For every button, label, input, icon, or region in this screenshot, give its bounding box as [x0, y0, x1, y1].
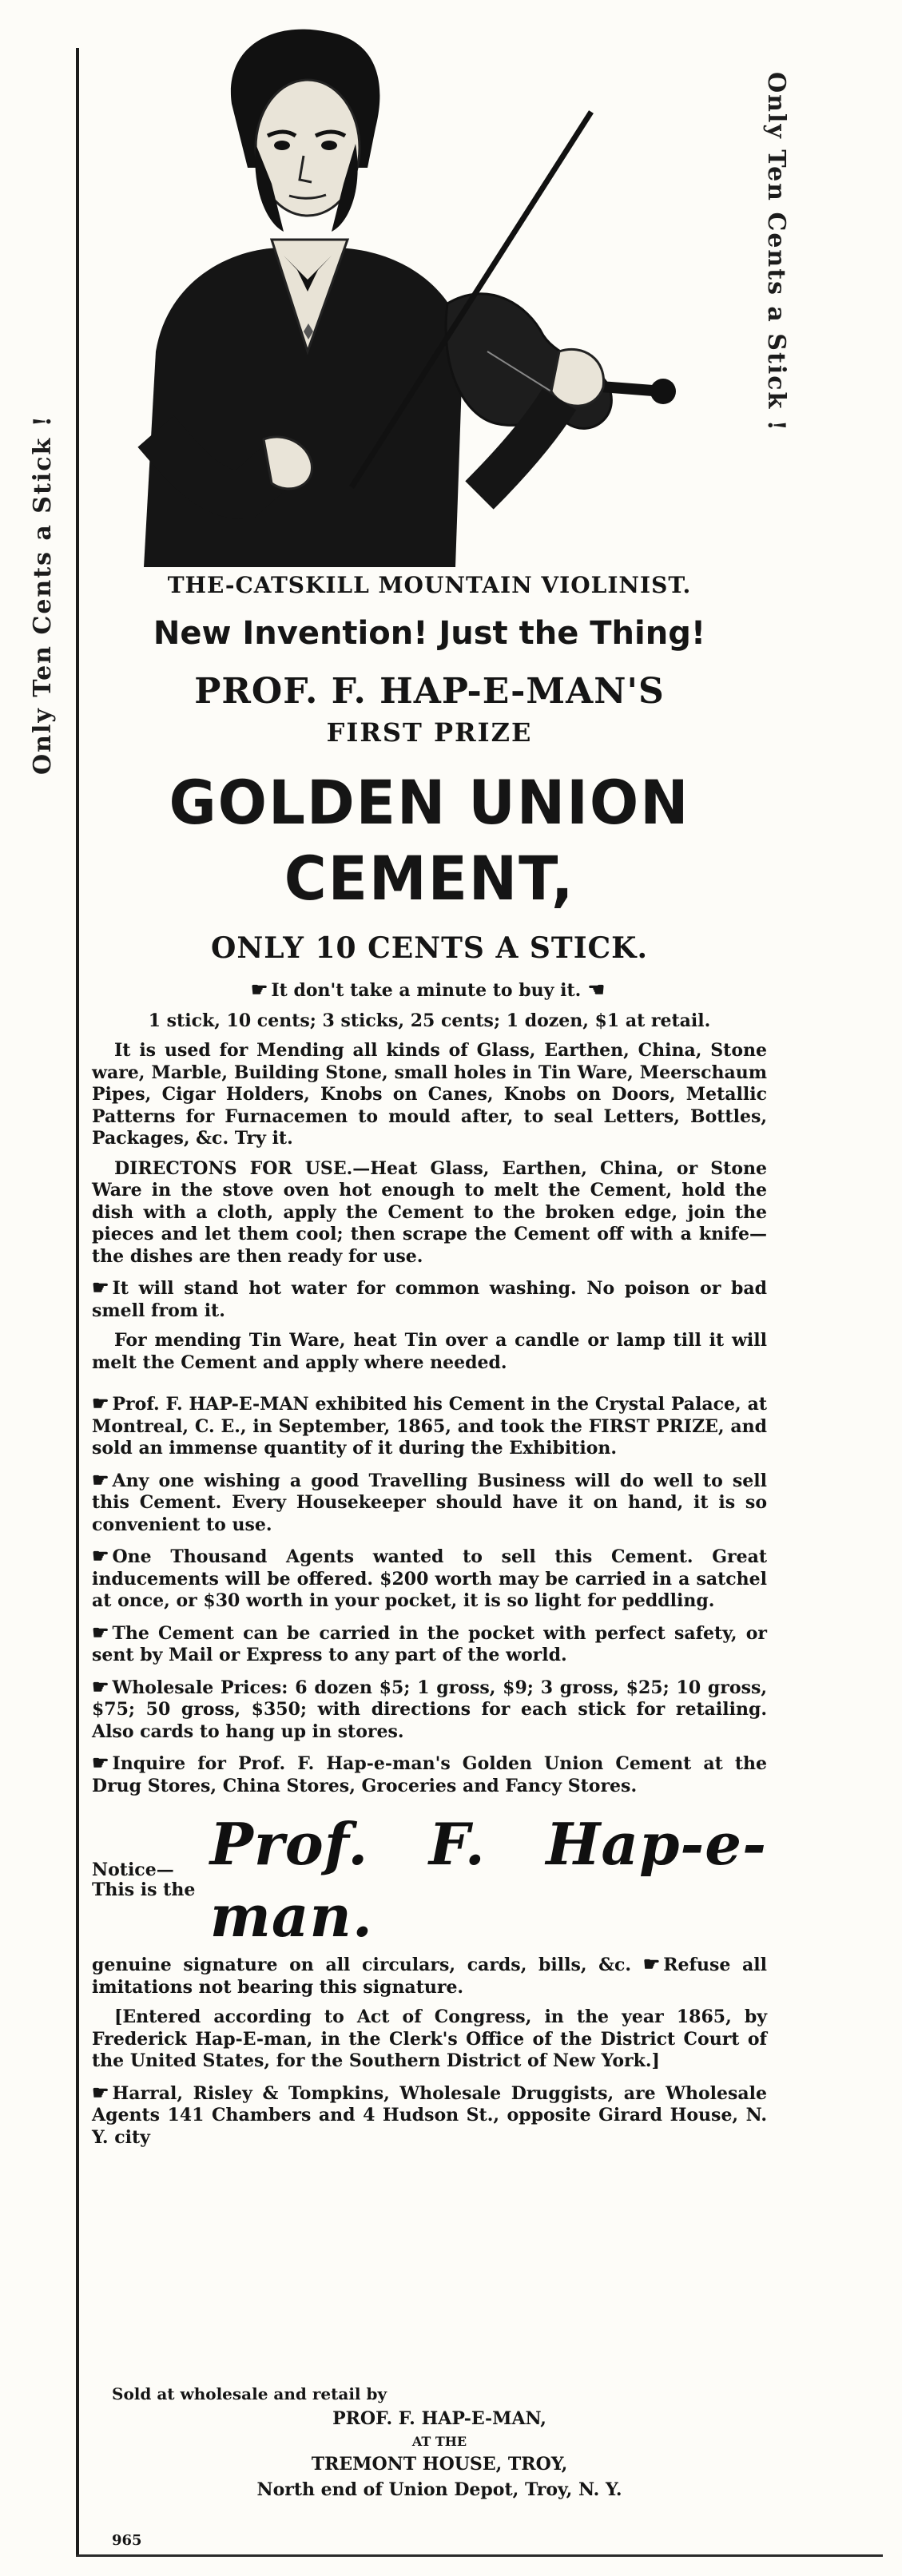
agents-wanted-paragraph: ☛ One Thousand Agents wanted to sell this Cement. Great inducements will be offered. $200 worth may be carried in a satchel at once, or $30 worth in your pocket, it is so light for peddling. — [92, 1544, 767, 1611]
hot-water-paragraph: ☛ It will stand hot water for common washing. No poison or bad smell from it. — [92, 1276, 767, 1321]
ad-number: 965 — [112, 2532, 142, 2549]
exhibition-paragraph: ☛ Prof. F. HAP-E-MAN exhibited his Cement in the Crystal Palace, at Montreal, C. E., in September, 1865, and took the FIRST PRIZE, and sold an immense quantity of it during the Exhibition. — [92, 1391, 767, 1459]
signature-row — [92, 1808, 767, 1952]
pointing-hand-icon: ☛ — [92, 1276, 109, 1299]
pointing-hand-icon: ☛ — [642, 1952, 661, 1975]
buy-line: ☛ It don't take a minute to buy it. ☚ — [250, 978, 606, 1001]
footer-house: TREMONT HOUSE, TROY, — [311, 2454, 568, 2475]
footer-block — [112, 2384, 767, 2500]
pointing-hand-icon: ☚ — [581, 978, 606, 1001]
violinist-illustration — [112, 16, 695, 567]
first-prize-heading: FIRST PRIZE — [326, 717, 533, 748]
directions-paragraph: DIRECTONS FOR USE.—Heat Glass, Earthen, China, or Stone Ware in the stove oven hot enough to melt the Cement, hold the dish with a cloth, apply the Cement to the broken edge, join the pieces and let them cool; then scrape the Cement off with a knife—the dishes are then ready for use. — [92, 1157, 767, 1267]
bottom-rule — [76, 2554, 883, 2557]
notice-label: Notice— This is the — [92, 1859, 196, 1900]
pointing-hand-icon: ☛ — [92, 1544, 109, 1567]
footer-prof: PROF. F. HAP-E-MAN, — [332, 2408, 546, 2429]
uses-paragraph: It is used for Mending all kinds of Glass, Earthen, China, Stone ware, Marble, Building Stone, small holes in Tin Ware, Meerschaum Pipes, Cigar Holders, Knobs on Canes, Knobs on Doors, Metallic Patterns for Furnacemen to mould after, to seal Letters, Bottles, Packages, &c. Try it. — [92, 1040, 767, 1149]
price-heading: ONLY 10 CENTS A STICK. — [210, 931, 649, 965]
inquire-paragraph: ☛ Inquire for Prof. F. Hap-e-man's Golden Union Cement at the Drug Stores, China Stores, Groceries and Fancy Stores. — [92, 1751, 767, 1796]
advertisement-column — [92, 571, 767, 2157]
footer-address: North end of Union Depot, Troy, N. Y. — [256, 2479, 622, 2500]
genuine-signature-paragraph: genuine signature on all circulars, cards, bills, &c. ☛ Refuse all imitations not bearing this signature. — [92, 1952, 767, 1998]
professor-heading: PROF. F. HAP-E-MAN'S — [194, 671, 665, 712]
pointing-hand-icon: ☛ — [250, 978, 268, 1001]
left-column-rule — [76, 48, 79, 2556]
pointing-hand-icon: ☛ — [92, 2080, 109, 2104]
pointing-hand-icon: ☛ — [92, 1751, 109, 1774]
product-title: GOLDEN UNION CEMENT, — [169, 767, 690, 914]
retail-prices: 1 stick, 10 cents; 3 sticks, 25 cents; 1 dozen, $1 at retail. — [148, 1010, 711, 1031]
pointing-hand-icon: ☛ — [92, 1391, 109, 1415]
carry-paragraph: ☛ The Cement can be carried in the pocket with perfect safety, or sent by Mail or Express to any part of the world. — [92, 1620, 767, 1665]
handwritten-signature: Prof. F. Hap-e-man. — [209, 1810, 767, 1950]
sold-by-line: Sold at wholesale and retail by — [112, 2384, 387, 2403]
travelling-business-paragraph: ☛ Any one wishing a good Travelling Business will do well to sell this Cement. Every Housekeeper should have it on hand, it is so convenient to use. — [92, 1467, 767, 1535]
agents-paragraph: ☛ Harral, Risley & Tompkins, Wholesale Druggists, are Wholesale Agents 141 Chambers and 4 Hudson St., opposite Girard House, N. Y. city — [92, 2080, 767, 2148]
pointing-hand-icon: ☛ — [92, 1467, 109, 1491]
wholesale-prices-paragraph: ☛ Wholesale Prices: 6 dozen $5; 1 gross, $9; 3 gross, $25; 10 gross, $75; 50 gross, $350; with directions for each stick for retailing. Also cards to hang up in stores. — [92, 1674, 767, 1742]
pointing-hand-icon: ☛ — [92, 1674, 109, 1698]
subheading: New Invention! Just the Thing! — [153, 615, 706, 652]
side-text-right: Only Ten Cents a Stick ! — [762, 72, 790, 432]
copyright-paragraph: [Entered according to Act of Congress, in the year 1865, by Frederick Hap-E-man, in the Clerk's Office of the District Court of the United States, for the Southern District of New York.] — [92, 2006, 767, 2071]
pointing-hand-icon: ☛ — [92, 1620, 109, 1644]
illustration-caption: THE-CATSKILL MOUNTAIN VIOLINIST. — [167, 572, 692, 598]
side-text-left: Only Ten Cents a Stick ! — [29, 415, 57, 775]
tin-ware-paragraph: For mending Tin Ware, heat Tin over a candle or lamp till it will melt the Cement and apply where needed. — [92, 1330, 767, 1373]
footer-at-the: AT THE — [411, 2434, 467, 2449]
